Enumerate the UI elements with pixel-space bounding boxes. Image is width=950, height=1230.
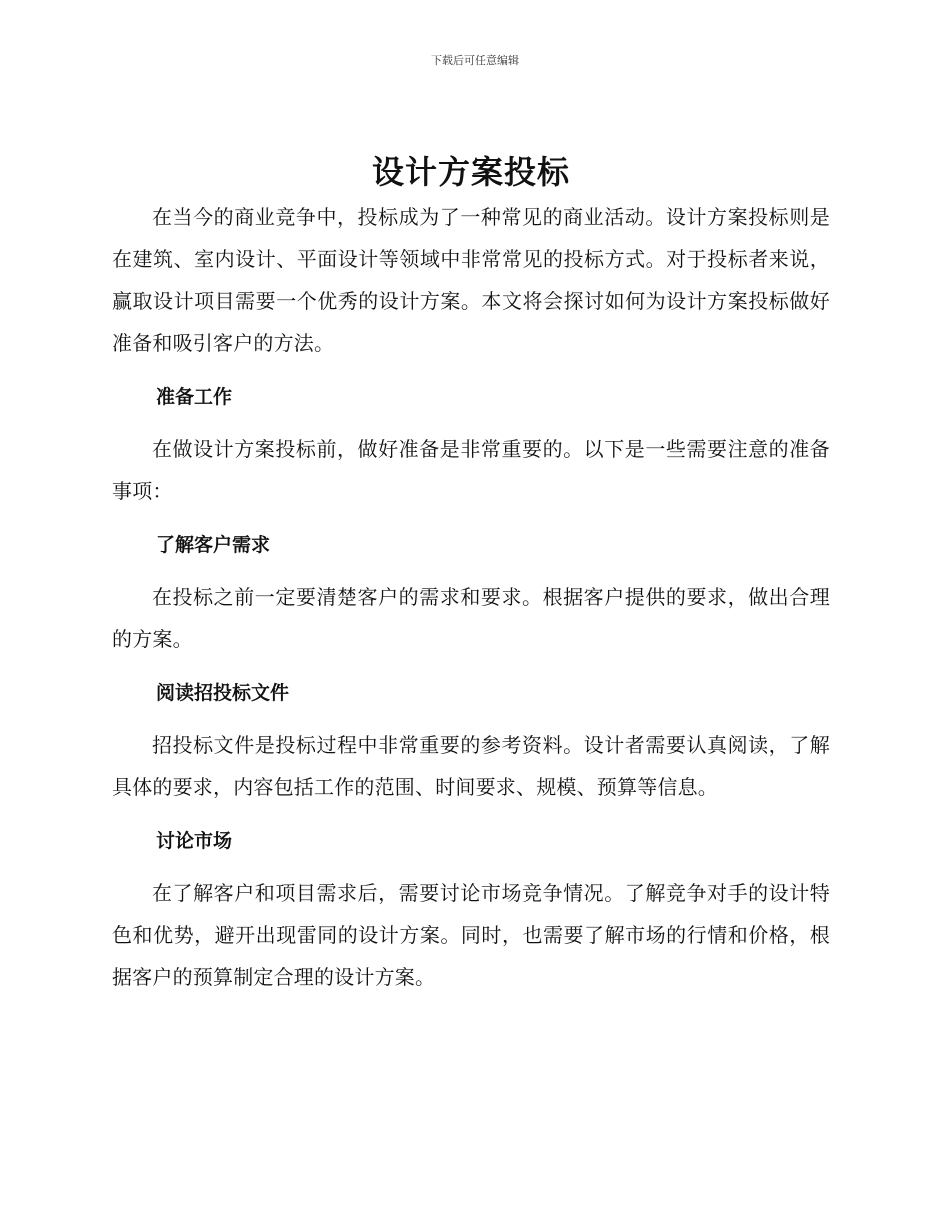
section-body-bid-documents: 招投标文件是投标过程中非常重要的参考资料。设计者需要认真阅读，了解具体的要求，内容包括工作的范围、时间要求、规模、预算等信息。 <box>112 733 830 799</box>
section-body-preparation: 在做设计方案投标前，做好准备是非常重要的。以下是一些需要注意的准备事项： <box>112 437 830 503</box>
section-body-client-needs: 在投标之前一定要清楚客户的需求和要求。根据客户提供的要求，做出合理的方案。 <box>112 585 830 651</box>
header-note: 下载后可任意编辑 <box>431 54 519 67</box>
section-body-market: 在了解客户和项目需求后，需要讨论市场竞争情况。了解竞争对手的设计特色和优势，避开出现雷同的设计方案。同时，也需要了解市场的行情和价格，根据客户的预算制定合理的设计方案。 <box>112 881 830 989</box>
section-heading-client-needs: 了解客户需求 <box>156 534 271 556</box>
document-body <box>112 150 830 998</box>
intro-paragraph: 在当今的商业竞争中，投标成为了一种常见的商业活动。设计方案投标则是在建筑、室内设计、平面设计等领域中非常常见的投标方式。对于投标者来说，赢取设计项目需要一个优秀的设计方案。本文将会探讨如何为设计方案投标做好准备和吸引客户的方法。 <box>112 205 830 355</box>
section-heading-preparation: 准备工作 <box>156 386 233 408</box>
document-title: 设计方案投标 <box>371 153 570 191</box>
section-heading-market: 讨论市场 <box>156 830 233 852</box>
section-heading-bid-documents: 阅读招投标文件 <box>156 682 290 704</box>
